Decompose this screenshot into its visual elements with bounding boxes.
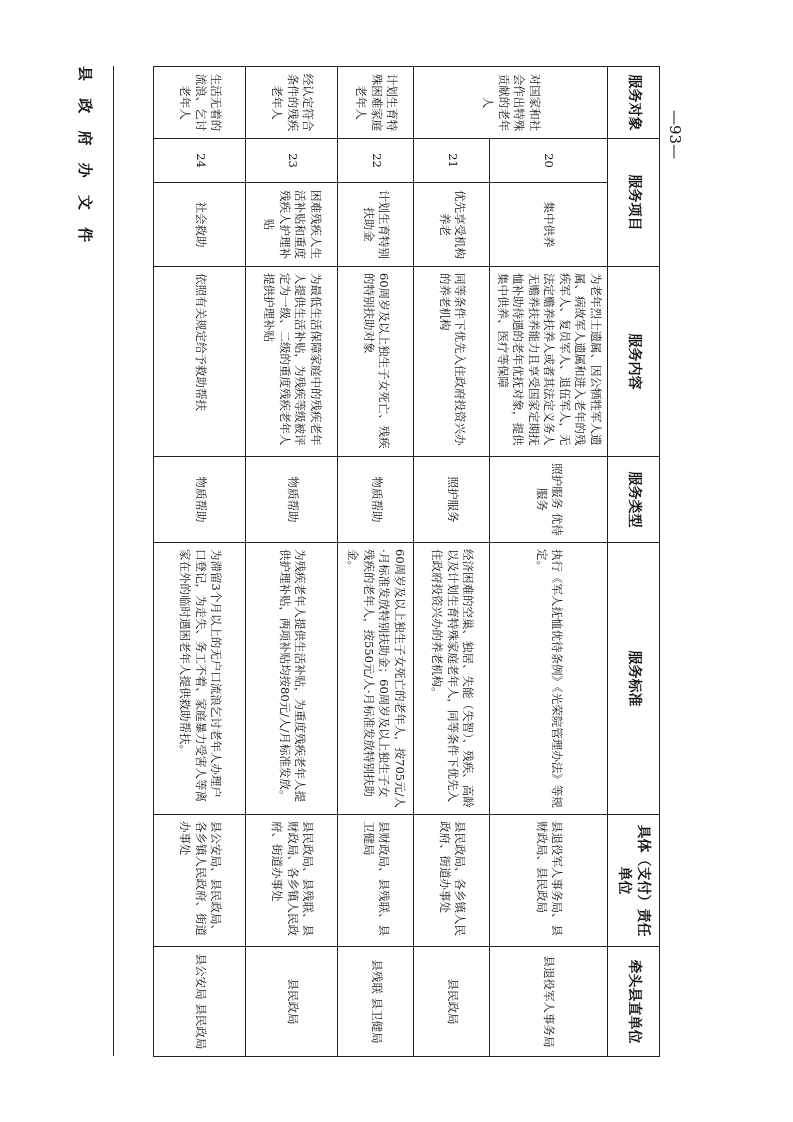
cell-content: 为最低生活保障家庭中的残疾老年人提供生活补贴，为残疾等级被评定为一级、二级的重度残疾老年人提供护理补贴 <box>246 267 338 457</box>
cell-type: 照护服务 <box>414 457 490 543</box>
cell-target: 计划生育特殊困难家庭老年人 <box>338 67 414 139</box>
cell-standard: 60周岁及以上独生子女死亡的老年人，按705元/人·月标准发放特别扶助金；60周岁及以上独生子女残疾的老年人，按550元/人·月标准发放特别扶助金。 <box>338 543 414 815</box>
cell-lead: 县民政局 <box>246 947 338 1057</box>
cell-no: 21 <box>414 139 490 183</box>
cell-standard: 为残疾老年人提供生活补贴，为重度残疾老年人提供护理补贴，两项补贴均按80元/人/月标准发放。 <box>246 543 338 815</box>
cell-standard: 经济困难的空巢、独居、失能（失智）、残疾、高龄以及计划生育特殊家庭老年人，同等条件下优先入住政府投资兴办的养老机构。 <box>414 543 490 815</box>
table-row <box>338 67 414 1057</box>
cell-no: 20 <box>490 139 608 183</box>
table-row <box>154 67 246 1057</box>
cell-content: 依照有关规定给予救助帮扶 <box>154 267 246 457</box>
col-header-lead: 牵头县直单位 <box>608 947 660 1057</box>
header-divider <box>113 66 114 1056</box>
col-header-target: 服务对象 <box>608 67 660 139</box>
cell-standard: 执行《军人抚恤优待条例》《光荣院管理办法》等规定。 <box>490 543 608 815</box>
cell-item: 计划生育特别扶助金 <box>338 183 414 267</box>
col-header-type: 服务类型 <box>608 457 660 543</box>
cell-unit: 县民政局、各乡镇人民政府、街道办事处 <box>414 815 490 947</box>
cell-standard: 为滞留3个月以上的无户口流浪乞讨老年人办理户口登记，为走失、务工不着、家庭暴力受害人等离家在外的临时遇困老年人提供救助帮扶。 <box>154 543 246 815</box>
cell-content: 60周岁及以上独生子女死亡、残疾的特别扶助对象 <box>338 267 414 457</box>
service-table-rotated <box>160 66 660 1056</box>
cell-lead: 县残联 县卫健局 <box>338 947 414 1057</box>
cell-target: 经认定符合条件的残疾老年人 <box>246 67 338 139</box>
table-row <box>414 67 490 1057</box>
col-header-item: 服务项目 <box>608 139 660 267</box>
col-header-content: 服务内容 <box>608 267 660 457</box>
cell-type: 物质帮助 <box>246 457 338 543</box>
cell-item: 社会救助 <box>154 183 246 267</box>
document-header-title: 县 政 府 办 文 件 <box>76 66 94 249</box>
cell-type: 物质帮助 <box>154 457 246 543</box>
table-row <box>246 67 338 1057</box>
cell-type: 照护服务 优待服务 <box>490 457 608 543</box>
cell-lead: 县公安局 县民政局 <box>154 947 246 1057</box>
page-number: —93— <box>666 110 684 160</box>
cell-no: 22 <box>338 139 414 183</box>
col-header-standard: 服务标准 <box>608 543 660 815</box>
cell-unit: 县民政局、县残联、县财政局、各乡镇人民政府、街道办事处 <box>246 815 338 947</box>
cell-no: 24 <box>154 139 246 183</box>
cell-unit: 县退役军人事务局、县财政局、县民政局 <box>490 815 608 947</box>
cell-item: 集中供养 <box>490 183 608 267</box>
cell-no: 23 <box>246 139 338 183</box>
table-row <box>490 67 608 1057</box>
cell-target: 对国家和社会作出特殊贡献的老年人 <box>414 67 608 139</box>
cell-target: 生活无着的流浪、乞讨老年人 <box>154 67 246 139</box>
cell-lead: 县退役军人事务局 <box>490 947 608 1057</box>
cell-item: 优先享受机构养老 <box>414 183 490 267</box>
cell-item: 困难残疾人生活补贴和重度残疾人护理补贴 <box>246 183 338 267</box>
cell-unit: 县财政局、县残联、县卫健局 <box>338 815 414 947</box>
cell-lead: 县民政局 <box>414 947 490 1057</box>
col-header-unit: 具体（支付）责任单位 <box>608 815 660 947</box>
cell-type: 物质帮助 <box>338 457 414 543</box>
cell-unit: 县公安局、县民政局、各乡镇人民政府、街道办事处 <box>154 815 246 947</box>
cell-content: 为老年烈士遗属、因公牺牲军人遗属、病故军人遗属和进入老年的残疾军人、复员军人、退伍军人，无法定赡养扶养人或者其法定义务人无赡养扶养能力且享受国家定期抚恤补助待遇的老年优抚对象，提供集中供养、医疗等保障 <box>490 267 608 457</box>
service-table <box>153 66 660 1057</box>
cell-content: 同等条件下优先入住政府投资兴办的养老机构 <box>414 267 490 457</box>
